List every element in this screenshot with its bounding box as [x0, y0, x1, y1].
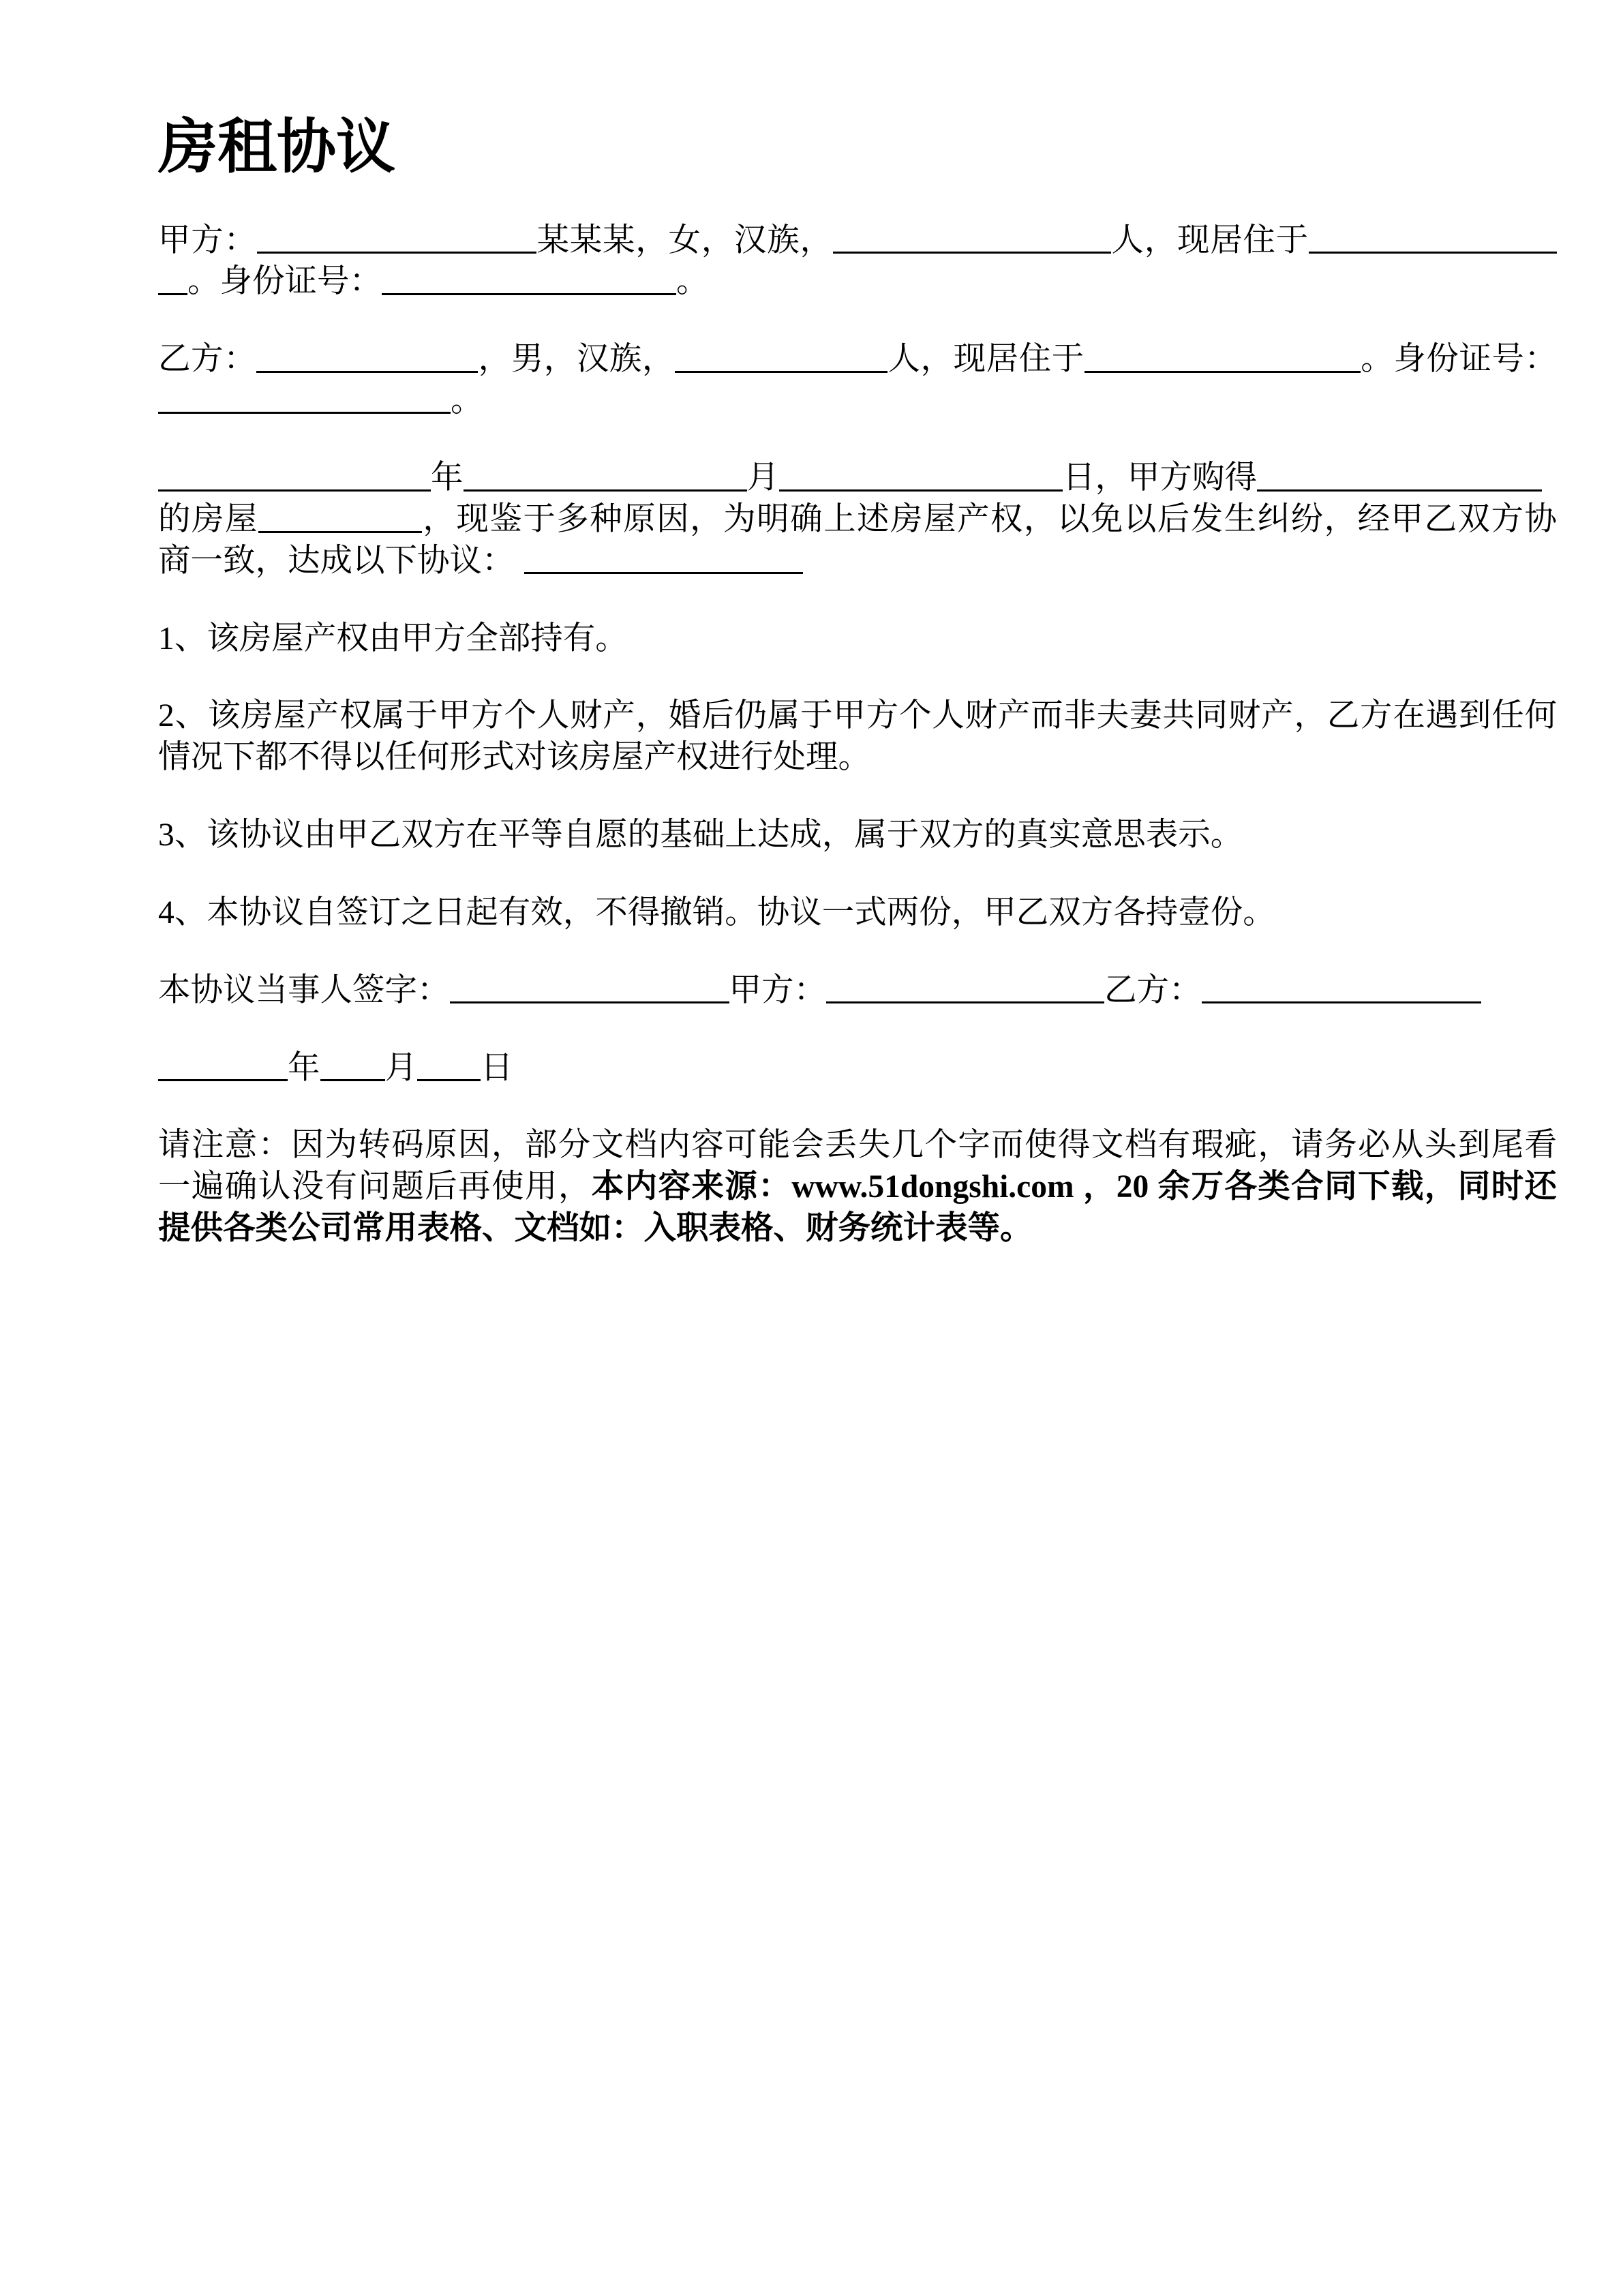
date-day-label: 日: [481, 1050, 513, 1086]
clause-1-line-1: 1、该房屋产权由甲方全部持有。: [158, 620, 628, 656]
party-a-line-1: [158, 220, 1557, 262]
notice-line-1: 请注意：因为转码原因，部分文档内容可能会丢失几个字而使得文档有瑕疵，请务必从头到尾看: [158, 1128, 1557, 1164]
party-b-address-blank: [1084, 342, 1361, 373]
party-a-label: 甲方：: [158, 222, 257, 258]
purchase-line-2: [158, 499, 1557, 541]
purchase-year-label: 年: [431, 460, 464, 496]
clause-2-line-2: 情况下都不得以任何形式对该房屋产权进行处理。: [158, 740, 870, 776]
purchase-month-label: 月: [746, 460, 779, 496]
party-b-line-2: [158, 380, 1557, 422]
party-b-id-label: 。身份证号：: [1360, 341, 1558, 377]
party-a-name-blank: [257, 223, 536, 254]
clause-4: [158, 892, 1557, 934]
signature-party-a-blank: [826, 973, 1104, 1004]
clause-3-line-1: 3、该协议由甲乙双方在平等自愿的基础上达成，属于双方的真实意思表示。: [158, 817, 1243, 853]
document-page: [158, 113, 1557, 1286]
date-month-label: 月: [384, 1050, 417, 1086]
date-month-blank: [320, 1051, 385, 1082]
signature-party-a-label: 甲方：: [729, 972, 826, 1008]
party-a-end: 。: [676, 264, 709, 300]
date-paragraph: [158, 1048, 1557, 1089]
party-a-residence-label: 人，现居住于: [1110, 222, 1309, 258]
reason-text: ，现鉴于多种原因，为明确上述房屋产权，以免以后发生纠纷，经甲乙双方协: [421, 502, 1557, 538]
notice-paragraph: [158, 1125, 1557, 1249]
party-b-label: 乙方：: [158, 341, 257, 377]
party-a-native-place-blank: [833, 223, 1111, 254]
date-line: [158, 1048, 1557, 1089]
party-b-end: 。: [451, 382, 483, 419]
signature-paragraph: [158, 970, 1557, 1012]
clause-2: [158, 695, 1557, 778]
purchase-day-label: 日，甲方购得: [1063, 460, 1257, 496]
party-b-line-1: [158, 339, 1557, 380]
purchase-line-1: [158, 457, 1557, 499]
party-a-address-blank: [1309, 223, 1557, 254]
purchase-year-blank: [158, 460, 431, 492]
party-a-id-label: 。身份证号：: [187, 264, 382, 300]
signature-blank: [450, 973, 729, 1004]
notice-line-3: 提供各类公司常用表格、文档如：入职表格、财务统计表等。: [158, 1210, 1033, 1246]
clause-1: [158, 618, 1557, 660]
clause-3: [158, 815, 1557, 856]
clause-2-line-1: 2、该房屋产权属于甲方个人财产，婚后仍属于甲方个人财产而非夫妻共同财产，乙方在遇到任何: [158, 698, 1557, 734]
date-year-label: 年: [288, 1050, 320, 1086]
agreement-text: 商一致，达成以下协议：: [158, 543, 515, 579]
house-label: 的房屋: [158, 502, 258, 538]
party-a-paragraph: [158, 220, 1557, 303]
notice-line-2: [158, 1166, 1557, 1208]
party-b-identity: ，男，汉族，: [478, 341, 675, 377]
house-blank: [258, 502, 422, 533]
signature-party-b-label: 乙方：: [1104, 972, 1202, 1008]
party-a-line-2: [158, 261, 1557, 303]
signature-line: [158, 970, 1557, 1012]
signature-label: 本协议当事人签字：: [158, 972, 450, 1008]
party-b-native-place-blank: [675, 342, 888, 373]
date-year-blank: [158, 1051, 288, 1082]
party-a-identity: 某某某，女，汉族，: [536, 222, 833, 258]
purchase-day-blank: [779, 460, 1063, 492]
purchase-line-3: [158, 541, 1557, 582]
party-b-name-blank: [256, 342, 478, 373]
party-b-paragraph: [158, 339, 1557, 421]
party-b-residence-label: 人，现居住于: [887, 341, 1084, 377]
purchase-location-blank: [1257, 460, 1542, 492]
date-day-blank: [417, 1051, 481, 1082]
notice-text: 一遍确认没有问题后再使用，: [158, 1169, 592, 1205]
notice-source-text: 本内容来源：www.51dongshi.com ，20 余万各类合同下载，同时还: [591, 1169, 1558, 1205]
purchase-paragraph: [158, 457, 1557, 581]
clause-4-line-1: 4、本协议自签订之日起有效，不得撤销。协议一式两份，甲乙双方各持壹份。: [158, 894, 1275, 931]
signature-party-b-blank: [1202, 973, 1481, 1004]
party-a-id-number-blank: [382, 264, 676, 295]
party-a-address-blank-end: [158, 264, 187, 295]
document-title: 房租协议: [158, 114, 395, 180]
party-b-id-number-blank: [158, 383, 451, 414]
purchase-month-blank: [464, 460, 747, 492]
agreement-blank: [524, 543, 803, 575]
